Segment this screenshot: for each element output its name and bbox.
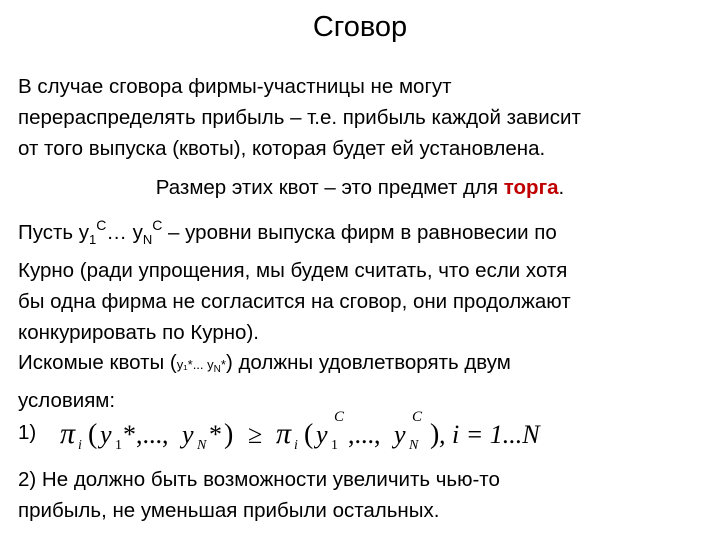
subscript: N (213, 364, 221, 375)
text-span: – уровни выпуска фирм в равновесии по (162, 221, 557, 244)
formula-tail: , i = 1...N (439, 420, 540, 449)
text-line: 2) Не должно быть возможности увеличить чью-то (18, 468, 500, 491)
small-text: y₁*... y (176, 357, 214, 372)
paragraph-collusion-intro (18, 71, 710, 164)
star: * (123, 420, 136, 449)
text-line: В случае сговора фирмы-участницы не могут (18, 75, 452, 98)
sup-C: C (334, 409, 345, 425)
star: * (209, 420, 222, 449)
var-y: y (394, 420, 406, 449)
comma-dots: ,..., (348, 420, 381, 449)
text-line (18, 210, 710, 255)
superscript: C (96, 217, 107, 233)
condition-number: 1) (18, 421, 37, 444)
pi-symbol: π (276, 417, 292, 450)
slide-title: Сговор (312, 11, 408, 43)
ge-symbol: ≥ (248, 420, 263, 449)
var-y: y (316, 420, 328, 449)
paren-close: ) (430, 419, 440, 450)
sub-i: i (294, 438, 298, 453)
sub-1: 1 (115, 438, 122, 453)
text-span: . (558, 176, 565, 199)
text-span: ) должны удовлетворять двум (225, 351, 511, 374)
text-line: Курно (ради упрощения, мы будем считать, что если хотя (18, 259, 568, 282)
sub-N: N (409, 438, 419, 453)
text-line: прибыль, не уменьшая прибыли остальных. (18, 499, 440, 522)
formula-equation (58, 405, 618, 455)
paren-open: ( (88, 419, 98, 450)
text-span: … (106, 221, 133, 244)
text-span: Размер этих квот – это предмет для (155, 176, 504, 199)
subscript: N (142, 232, 153, 247)
sup-C: C (412, 409, 423, 425)
text-span: Пусть (18, 221, 79, 244)
pi-symbol: π (60, 417, 76, 450)
paren-open: ( (304, 419, 314, 450)
condition-2 (18, 464, 710, 526)
subscript: 1 (89, 232, 97, 247)
paragraph-cournot (18, 210, 710, 348)
var-y: y (182, 420, 194, 449)
paren-close: ) (224, 419, 234, 450)
comma-dots: ,..., (136, 420, 169, 449)
paragraph-quota-bargaining (0, 172, 720, 203)
small-star: * (220, 357, 226, 372)
highlight-bargaining: торга (503, 176, 559, 199)
var-y: y (100, 420, 112, 449)
var-y: y (78, 221, 90, 244)
text-line: условиям: (18, 389, 116, 412)
sub-N: N (197, 438, 207, 453)
sub-i: i (78, 438, 82, 453)
text-line: конкурировать по Курно). (18, 321, 259, 344)
sub-1: 1 (331, 438, 338, 453)
var-y: y (132, 221, 143, 244)
superscript: C (152, 217, 163, 233)
text-line (18, 347, 710, 385)
text-span: Искомые квоты ( (18, 351, 177, 374)
text-line: от того выпуска (квоты), которая будет ей установлена. (18, 137, 546, 160)
text-line: перераспределять прибыль – т.е. прибыль каждой зависит (18, 106, 581, 129)
text-line: бы одна фирма не согласится на сговор, они продолжают (18, 290, 571, 313)
